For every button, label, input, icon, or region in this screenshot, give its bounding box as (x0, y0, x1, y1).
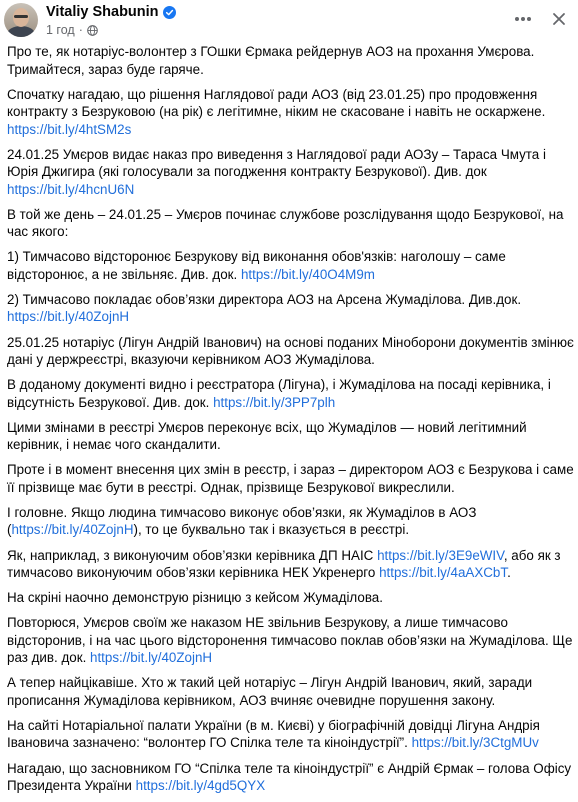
post-paragraph (7, 419, 575, 454)
post-paragraph (7, 589, 575, 607)
post-paragraph (7, 334, 575, 369)
globe-icon[interactable] (87, 25, 98, 36)
post-paragraph (7, 504, 575, 539)
post-text-segment: Про те, як нотаріус-волонтер з ГОшки Єрмака рейдернув АОЗ на прохання Умєрова. Тримайтеся, зараз буде гаряче. (7, 44, 535, 77)
post-text-segment: 2) Тимчасово покладає обов’язки директора АОЗ на Арсена Жумаділова. Див.док. (7, 291, 522, 307)
post-text-segment: 24.01.25 Умєров видає наказ про виведення з Наглядової ради АОЗу – Тараса Чмута і Юрія Джигира (які голосували за погодження контракту Безрукової). Див. док (7, 146, 546, 180)
post-paragraph (7, 43, 575, 78)
post-text-segment: На сайті Нотаріальної палати України (в м. Києві) у біографічній довідці Лігуна Андрія Івановича зазначено: “волонтер ГО Спілка теле та кіноіндустрії”. (7, 717, 540, 751)
post-text-segment: 1) Тимчасово відсторонює Безрукову від виконання обов'язків: наголошу – саме відсторонює, а не звільняє. Див. док. (7, 249, 506, 282)
separator-dot: · (78, 23, 83, 37)
post-paragraph (7, 206, 575, 241)
post-time[interactable]: 1 год (46, 23, 75, 37)
post-header (0, 0, 578, 44)
post-text-segment: . (507, 565, 511, 581)
post-text-segment: Цими змінами в реєстрі Умєров переконує всіх, що Жумаділов — новий легітимний керівник, і немає чого скандалити. (7, 419, 527, 453)
post-meta (46, 22, 98, 38)
post-link[interactable]: https://bit.ly/4aAXCbT (379, 565, 508, 581)
post-text-segment: В той же день – 24.01.25 – Умєров починає службове розслідування щодо Безрукової, на час якого: (7, 206, 564, 240)
post-text-segment: 25.01.25 нотаріус (Лігун Андрій Іванович) на основі поданих Міноборони документів змінює дані у держреєстрі, вказуючи керівником АОЗ Жумаділова. (7, 334, 574, 368)
close-icon[interactable] (548, 8, 570, 30)
post-text-segment: Проте і в момент внесення цих змін в реєстр, і зараз – директором АОЗ є Безрукова і саме її прізвище має бути в реєстрі. Однак, прізвище Безрукової викреслили. (7, 462, 574, 495)
post-text-segment: , або як з тимчасово виконуючим обов’язки керівника НЕК Укренерго (7, 547, 561, 581)
post-paragraph (7, 376, 575, 411)
post-paragraph (7, 86, 575, 139)
post-text (7, 43, 575, 802)
more-options-icon[interactable] (512, 8, 534, 30)
post-paragraph (7, 674, 575, 709)
post-paragraph (7, 461, 575, 496)
avatar[interactable] (4, 3, 38, 37)
author-name[interactable]: Vitaliy Shabunin (46, 4, 159, 20)
post-text-segment: В доданому документі видно і реєстратора (Лігуна), і Жумаділова на посаді керівника, і відсутність Безрукової. Див. док. (7, 377, 551, 410)
post-link[interactable]: https://bit.ly/40ZojnH (7, 309, 130, 325)
verified-badge-icon (163, 6, 176, 19)
post-link[interactable]: https://bit.ly/40O4M9m (240, 266, 375, 282)
post-text-segment: І головне. Якщо людина тимчасово виконує обов’язки, як Жумаділов в АОЗ ( (7, 504, 477, 538)
post-text-segment: Повторюся, Умєров своїм же наказом НЕ звільнив Безрукову, а лише тимчасово відсторонив, і на час цього відсторонення тимчасово поклав обов’язки на Жумаділова. Ще раз див. док. (7, 615, 573, 666)
post-paragraph (7, 760, 575, 795)
post-text-segment: А тепер найцікавіше. Хто ж такий цей нотаріус – Лігун Андрій Іванович, який, заради прописання Жумаділова керівником, АОЗ вчиняє очевидне порушення закону. (7, 675, 533, 708)
post-link[interactable]: https://bit.ly/4htSM2s (7, 121, 132, 137)
post-text-segment: На скріні наочно демонструю різницю з кейсом Жумаділова. (7, 590, 383, 606)
post-text-segment: ), то це буквально так і вказується в реєстрі. (133, 522, 410, 538)
post-paragraph (7, 146, 575, 199)
post-paragraph (7, 717, 575, 752)
post-link[interactable]: https://bit.ly/3PP7plh (213, 394, 336, 410)
post-text-segment: Як, наприклад, з виконуючим обов’язки керівника ДП НАІС (7, 547, 378, 563)
post-link[interactable]: https://bit.ly/40ZojnH (11, 522, 134, 538)
post-link[interactable]: https://bit.ly/4gd5QYX (135, 778, 266, 793)
post-text-segment: Спочатку нагадаю, що рішення Наглядової ради АОЗ (від 23.01.25) про продовження контракту з Безруковою (на рік) є легітимне, ніким не скасоване і навіть не оскаржене. (7, 86, 546, 120)
post-paragraph (7, 248, 575, 283)
post-paragraph (7, 547, 575, 582)
post-link[interactable]: https://bit.ly/40ZojnH (90, 650, 213, 666)
post-text-segment: Нагадаю, що засновником ГО “Спілка теле та кіноіндустрії” є Андрій Єрмак – голова Офісу Президента України (7, 760, 572, 793)
post-paragraph (7, 291, 575, 326)
post-link[interactable]: https://bit.ly/4hcnU6N (7, 181, 135, 197)
author-line (46, 3, 176, 21)
post-link[interactable]: https://bit.ly/3E9eWIV (377, 547, 504, 563)
post-link[interactable]: https://bit.ly/3CtgMUv (411, 735, 539, 751)
post-paragraph (7, 614, 575, 667)
